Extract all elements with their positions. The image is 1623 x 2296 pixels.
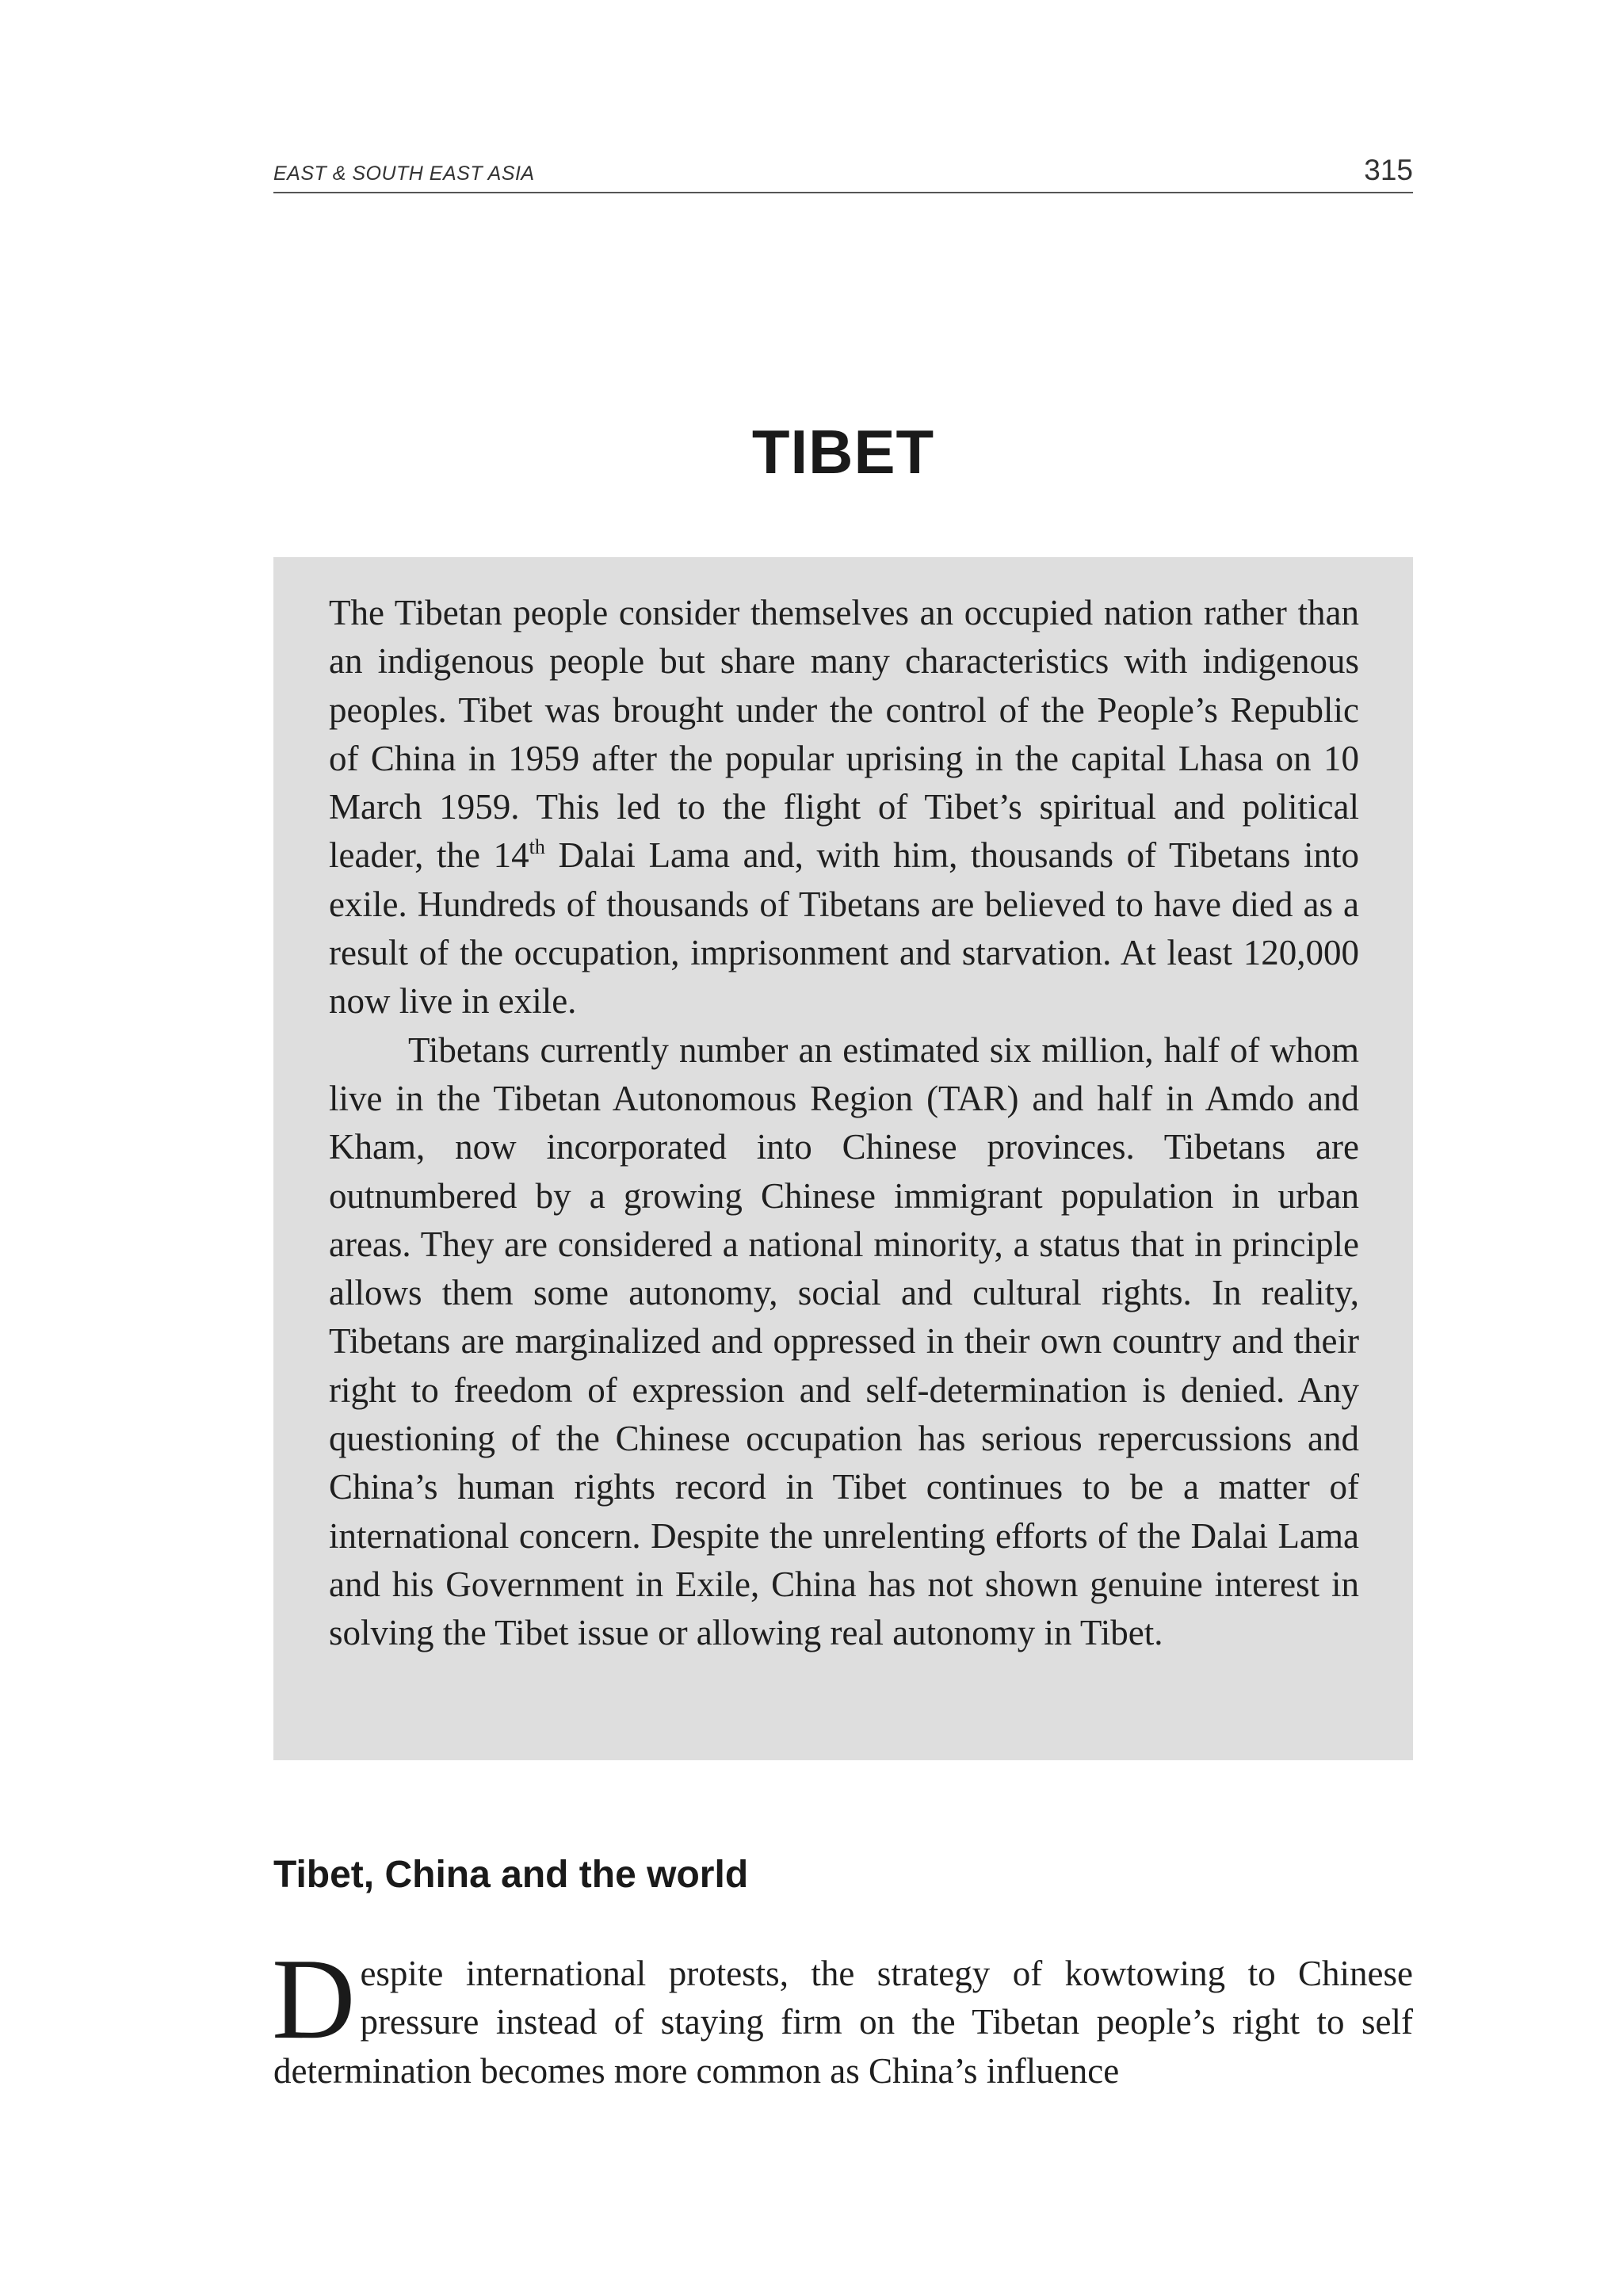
page-number: 315 xyxy=(1364,154,1413,186)
running-header-section: EAST & SOUTH EAST ASIA xyxy=(273,162,535,185)
ordinal-superscript: th xyxy=(529,835,545,859)
abstract-p1-text: The Tibetan people consider themselves an occupied nation rather than an indigenous people but share many characteristics with indigenous peoples. Tibet was brought under the control of the People’s Republic of China in 1959 after the popular uprising in the capital Lhasa on 10 March 1959. This led to the flight of Tibet’s spiritual and political leader, the 14 xyxy=(329,593,1359,876)
chapter-title: TIBET xyxy=(751,417,935,487)
abstract-box xyxy=(273,557,1413,1760)
abstract-p1-text-cont: Dalai Lama and, with him, thousands of Tibetans into exile. Hundreds of thousands of Tibetans are believed to have died as a result of the occupation, imprisonment and starvation. At least 120,000 now live in exile. xyxy=(329,835,1359,1022)
section-heading: Tibet, China and the world xyxy=(273,1854,749,1896)
body-paragraph-text: espite international protests, the strategy of kowtowing to Chinese pressure instead of staying firm on the Tibetan people’s right to self determination becomes more common as China’s influence xyxy=(273,1954,1413,2091)
drop-cap: D xyxy=(272,1935,356,2063)
running-header xyxy=(273,151,1413,193)
body-paragraph xyxy=(272,1935,1413,2095)
abstract-paragraph-2: Tibetans currently number an estimated six million, half of whom live in the Tibetan Autonomous Region (TAR) and half in Amdo and Kham, now incorporated into Chinese provinces. Tibetans are outnumbered by a growing Chinese immigrant population in urban areas. They are considered a national minority, a status that in principle allows them some autonomy, social and cultural rights. In reality, Tibetans are marginalized and oppressed in their own country and their right to freedom of expression and self-determination is denied. Any questioning of the Chinese occupation has serious repercussions and China’s human rights record in Tibet continues to be a matter of international concern. Despite the unrelenting efforts of the Dalai Lama and his Government in Exile, China has not shown genuine interest in solving the Tibet issue or allowing real autonomy in Tibet. xyxy=(329,1030,1359,1653)
abstract-paragraph-1 xyxy=(329,589,1359,1026)
